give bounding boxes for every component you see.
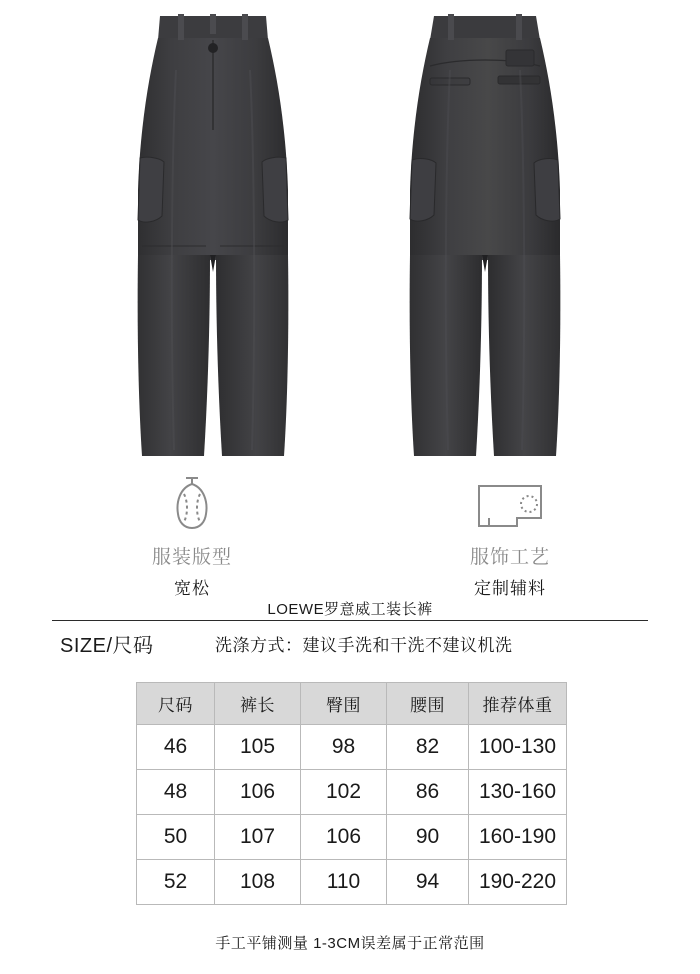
feature-value: 定制辅料 (474, 579, 546, 598)
fabric-swatch-icon (400, 472, 620, 534)
product-images (0, 0, 700, 470)
cell-length: 107 (215, 815, 301, 860)
cell-waist: 86 (387, 770, 469, 815)
cell-weight: 190-220 (469, 860, 567, 905)
cell-hip: 98 (301, 725, 387, 770)
table-header-row (137, 683, 567, 725)
cell-waist: 90 (387, 815, 469, 860)
cell-waist: 94 (387, 860, 469, 905)
measurement-note: 手工平铺测量 1-3CM误差属于正常范围 (215, 935, 485, 952)
dress-form-icon (82, 472, 302, 534)
cell-weight: 100-130 (469, 725, 567, 770)
feature-title: 服饰工艺 (469, 547, 550, 568)
table-row (137, 815, 567, 860)
size-table-wrap (136, 682, 566, 905)
brand-product-name: LOEWE罗意威工装长裤 (267, 601, 433, 618)
feature-value: 宽松 (174, 579, 210, 598)
cell-waist: 82 (387, 725, 469, 770)
size-section-header (0, 629, 700, 659)
table-row (137, 725, 567, 770)
table-row (137, 770, 567, 815)
cell-length: 106 (215, 770, 301, 815)
cell-weight: 160-190 (469, 815, 567, 860)
table-row (137, 860, 567, 905)
cell-length: 108 (215, 860, 301, 905)
section-divider (52, 620, 648, 621)
size-table (136, 682, 567, 905)
size-label: SIZE/尺码 (60, 635, 154, 657)
wash-instructions: 洗涤方式：建议手洗和干洗不建议机洗 (215, 636, 513, 655)
product-image-back (390, 10, 580, 465)
cell-weight: 130-160 (469, 770, 567, 815)
cell-hip: 102 (301, 770, 387, 815)
column-header: 腰围 (387, 683, 469, 725)
cell-size: 46 (137, 725, 215, 770)
product-image-front (118, 10, 308, 465)
feature-title: 服装版型 (151, 547, 232, 568)
cell-hip: 110 (301, 860, 387, 905)
column-header: 推荐体重 (469, 683, 567, 725)
column-header: 尺码 (137, 683, 215, 725)
cell-size: 50 (137, 815, 215, 860)
column-header: 裤长 (215, 683, 301, 725)
feature-item-craft (400, 472, 620, 599)
cell-hip: 106 (301, 815, 387, 860)
column-header: 臀围 (301, 683, 387, 725)
feature-item-fit (82, 472, 302, 599)
feature-row (0, 472, 700, 597)
cell-size: 48 (137, 770, 215, 815)
cell-length: 105 (215, 725, 301, 770)
cell-size: 52 (137, 860, 215, 905)
